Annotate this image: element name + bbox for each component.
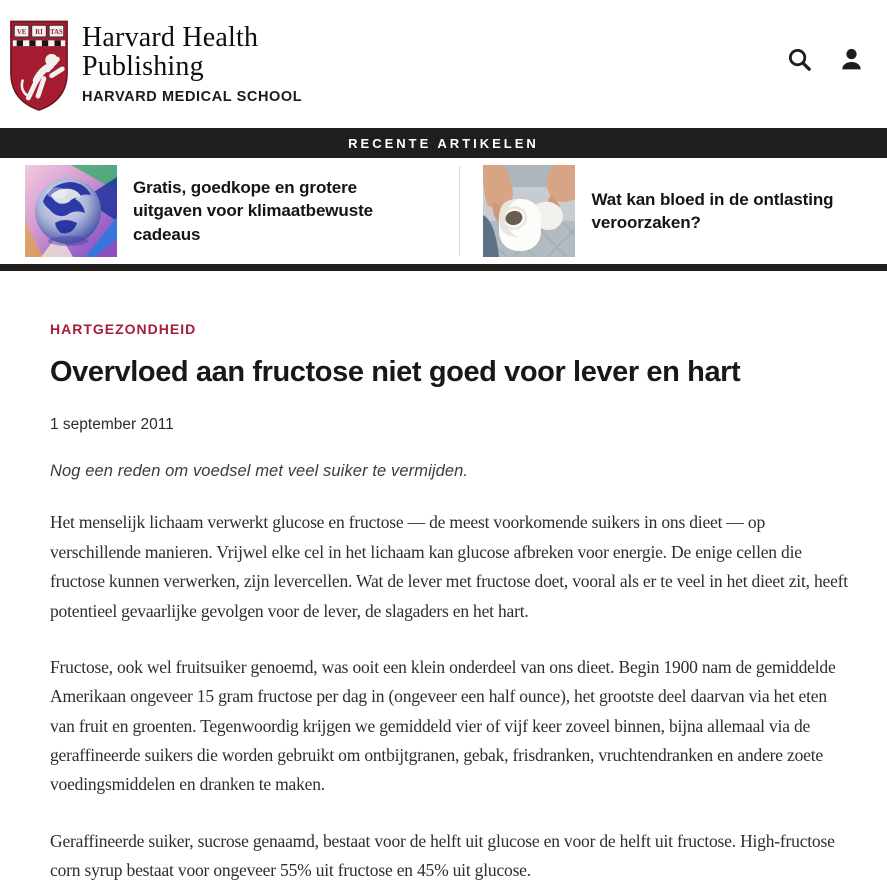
logo-link[interactable] [8,15,302,114]
article-paragraph-2: Fructose, ook wel fruitsuiker genoemd, was ooit een klein onderdeel van ons dieet. Begin 1900 nam de gemiddelde Amerikaan ongeveer 15 gram fructose per dag in (ongeveer een half ounce), het grootste deel daarvan via het eten van fruit en groenten. Tegenwoordig krijgen we gemiddeld vier of vijf keer zoveel binnen, bijna allemaal via de geraffineerde suikers die worden gebruikt om ontbijtgranen, gebak, frisdranken, vruchtendranken en andere zoete voedingsmiddelen en dranken te maken. [50,656,836,795]
toilet-paper-thumbnail [483,165,575,257]
globe-thumbnail [25,165,117,257]
article-main [0,271,887,886]
svg-text:RI: RI [35,28,43,36]
logo-title: Harvard Health Publishing [82,21,259,83]
site-header [0,0,887,128]
recent-articles-bar [0,128,887,158]
recent-articles-strip [0,158,887,264]
user-icon [838,46,865,73]
logo-text [82,15,302,105]
article-paragraph-3: Geraffineerde suiker, sucrose genaamd, bestaat voor de helft uit glucose en voor de helft uit fructose. High-fructose corn syrup bestaat voor ongeveer 55% uit fructose en 45% uit glucose. [50,830,835,881]
article-date: 1 september 2011 [50,416,174,434]
checker-band [13,40,65,46]
header-icons [786,46,865,76]
article-paragraph-1: Het menselijk lichaam verwerkt glucose en fructose — de meest voorkomende suikers in ons dieet — op verschillende manieren. Vrijwel elke cel in het lichaam kan glucose afbreken voor energie. De enige cellen die fructose kunnen verwerken, zijn levercellen. Wat de lever met fructose doet, vooral als er te veel in het dieet zit, heeft potentieel gevaarlijke gevolgen voor de lever, de slagaders en het hart. [50,512,848,621]
category-link[interactable]: HARTGEZONDHEID [50,321,197,337]
search-icon [786,46,813,73]
article-title: Overvloed aan fructose niet goed voor lever en hart [50,356,741,388]
section-divider-rule [0,264,887,271]
recent-article-card-2[interactable] [460,158,887,264]
recent-article-card-1[interactable] [0,158,459,264]
article-intro: Nog een reden om voedsel met veel suiker te vermijden. [50,462,469,481]
recent-article-title: Gratis, goedkope en grotere uitgaven voor klimaatbewuste cadeaus [133,177,373,244]
harvard-shield-icon [8,18,70,114]
svg-text:VE: VE [16,28,27,36]
search-button[interactable] [786,46,813,76]
recent-article-title: Wat kan bloed in de ontlasting veroorzaken? [591,189,834,232]
account-button[interactable] [838,46,865,76]
recent-articles-bar-label: RECENTE ARTIKELEN [348,135,539,151]
logo-subtitle: HARVARD MEDICAL SCHOOL [82,88,303,105]
svg-text:TAS: TAS [50,28,63,36]
veritas-books [14,25,63,37]
